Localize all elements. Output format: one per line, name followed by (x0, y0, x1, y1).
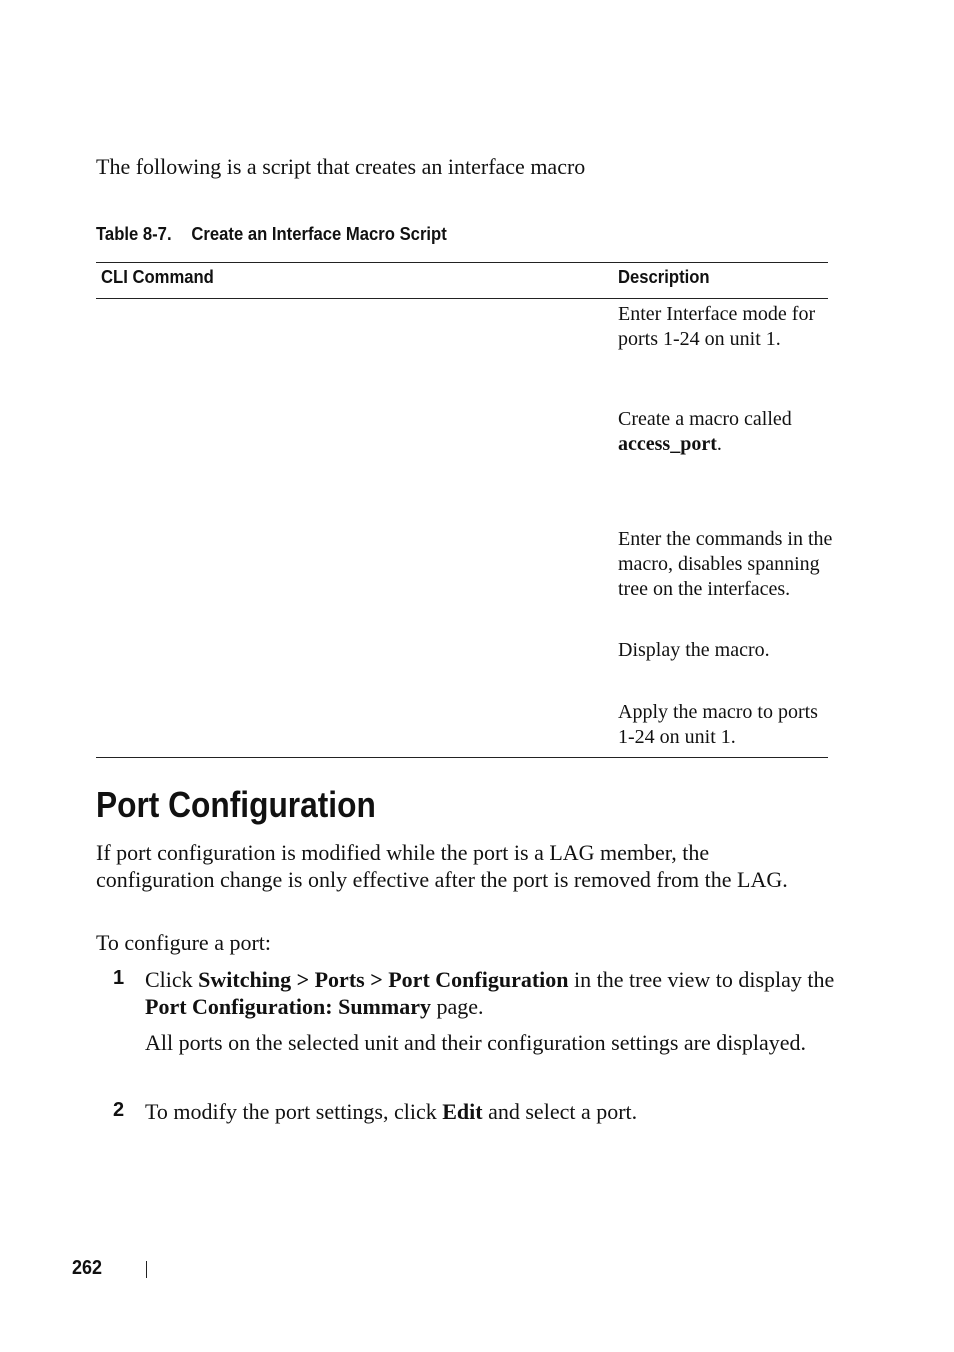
step-note: All ports on the selected unit and their configuration settings are displayed. (145, 1030, 807, 1055)
menu-path: Switching > Ports > Port Configuration (198, 967, 569, 992)
header-cli-command: CLI Command (101, 266, 214, 287)
intro-text: The following is a script that creates an interface macro (96, 154, 586, 179)
table-row-description: Enter the commands in the macro, disables spanning tree on the interfaces. (618, 528, 833, 600)
edit-label: Edit (442, 1099, 483, 1124)
table-row-description: Create a macro called access_port. (618, 408, 792, 455)
table-caption (96, 223, 447, 245)
macro-name: access_port (618, 433, 717, 455)
step-number: 2 (113, 1099, 125, 1121)
table-row-description: Display the macro. (618, 639, 770, 661)
header-description: Description (618, 266, 710, 287)
table-bottom-rule (96, 757, 828, 758)
step-text: To modify the port settings, click Edit and select a port. (145, 1099, 638, 1124)
step-text: Click Switching > Ports > Port Configuration in the tree view to display the Port Configuration: Summary page. (145, 967, 835, 1019)
lag-paragraph: If port configuration is modified while the port is a LAG member, the configuration change is only effective after the port is removed from the LAG. (96, 840, 788, 892)
table-row-description: Apply the macro to ports 1-24 on unit 1. (618, 701, 818, 748)
page-name: Port Configuration: Summary (145, 994, 431, 1019)
table-caption-number: Table 8-7. (96, 223, 172, 244)
page-number: 262 (72, 1257, 103, 1279)
step-number: 1 (113, 967, 125, 989)
table-header-rule (96, 298, 828, 299)
table-caption-title: Create an Interface Macro Script (191, 223, 447, 244)
configure-intro: To configure a port: (96, 930, 272, 955)
table-top-rule (96, 262, 828, 263)
table-row-description: Enter Interface mode for ports 1-24 on unit 1. (618, 303, 816, 350)
footer-divider (146, 1261, 147, 1278)
section-heading: Port Configuration (96, 784, 376, 825)
